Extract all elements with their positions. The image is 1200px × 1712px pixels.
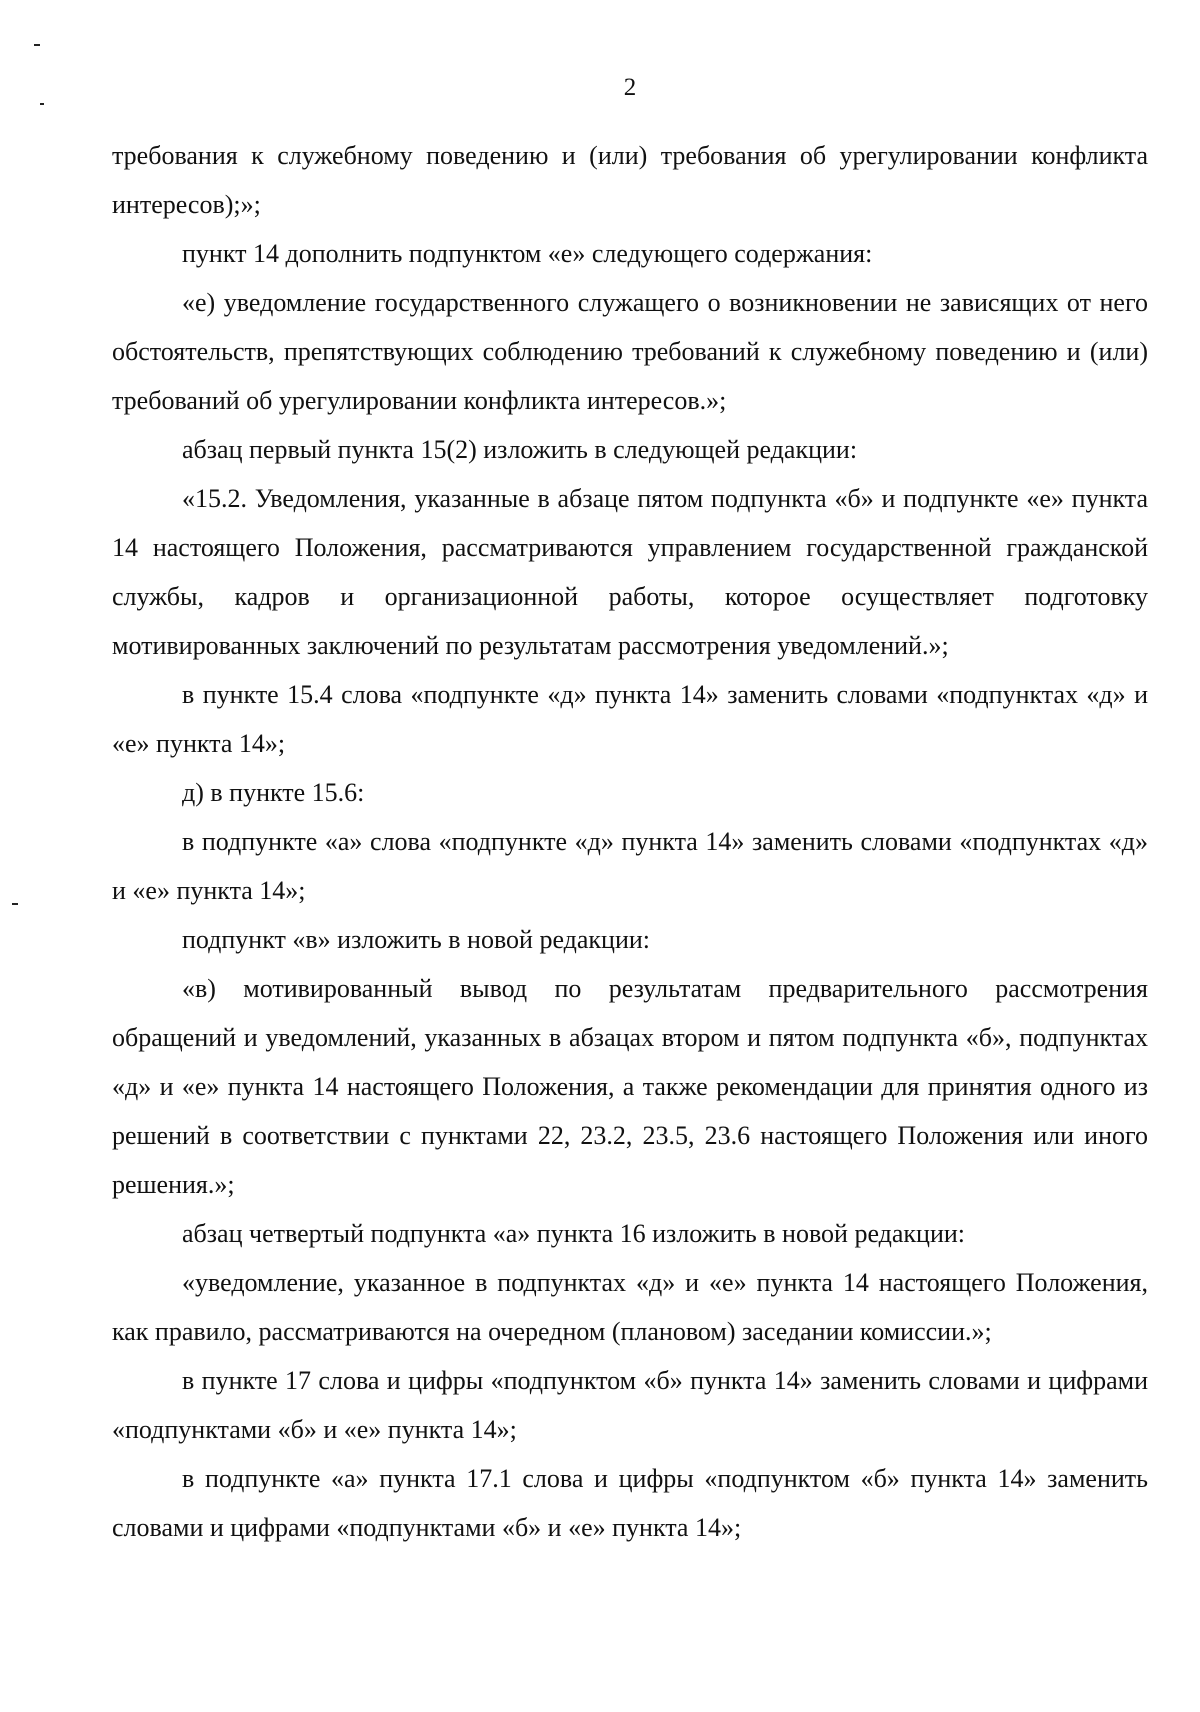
- paragraph: в пункте 17 слова и цифры «подпунктом «б» пункта 14» заменить словами и цифрами «подпунктами «б» и «е» пункта 14»;: [112, 1366, 1148, 1444]
- paragraph: в подпункте «а» слова «подпункте «д» пункта 14» заменить словами «подпунктах «д» и «е» пункта 14»;: [112, 827, 1148, 905]
- paragraph: «уведомление, указанное в подпунктах «д» и «е» пункта 14 настоящего Положения, как правило, рассматриваются на очередном (плановом) заседании комиссии.»;: [112, 1268, 1148, 1346]
- scan-mark: [34, 44, 40, 46]
- paragraph: «15.2. Уведомления, указанные в абзаце пятом подпункта «б» и подпункте «е» пункта 14 настоящего Положения, рассматриваются управлением государственной гражданской службы, кадров и организационной работы, которое осуществляет подготовку мотивированных заключений по результатам рассмотрения уведомлений.»;: [112, 484, 1148, 660]
- scan-mark: [12, 903, 18, 905]
- paragraph: «в) мотивированный вывод по результатам предварительного рассмотрения обращений и уведомлений, указанных в абзацах втором и пятом подпункта «б», подпунктах «д» и «е» пункта 14 настоящего Положения, а также рекомендации для принятия одного из решений в соответствии с пунктами 22, 23.2, 23.5, 23.6 настоящего Положения или иного решения.»;: [112, 974, 1148, 1199]
- paragraph: д) в пункте 15.6:: [182, 778, 365, 807]
- document-body: [112, 131, 1148, 1552]
- paragraph: абзац четвертый подпункта «а» пункта 16 изложить в новой редакции:: [182, 1219, 966, 1248]
- paragraph: подпункт «в» изложить в новой редакции:: [182, 925, 651, 954]
- paragraph: «е) уведомление государственного служащего о возникновении не зависящих от него обстоятельств, препятствующих соблюдению требований к служебному поведению и (или) требований об урегулировании конфликта интересов.»;: [112, 288, 1148, 415]
- page-number: 2: [623, 74, 637, 101]
- paragraph: абзац первый пункта 15(2) изложить в следующей редакции:: [182, 435, 858, 464]
- paragraph: пункт 14 дополнить подпунктом «е» следующего содержания:: [182, 239, 873, 268]
- paragraph: в пункте 15.4 слова «подпункте «д» пункта 14» заменить словами «подпунктах «д» и «е» пункта 14»;: [112, 680, 1148, 758]
- scan-mark: [40, 103, 44, 105]
- paragraph: требования к служебному поведению и (или) требования об урегулировании конфликта интересов);»;: [112, 141, 1148, 219]
- paragraph: в подпункте «а» пункта 17.1 слова и цифры «подпунктом «б» пункта 14» заменить словами и цифрами «подпунктами «б» и «е» пункта 14»;: [112, 1464, 1148, 1542]
